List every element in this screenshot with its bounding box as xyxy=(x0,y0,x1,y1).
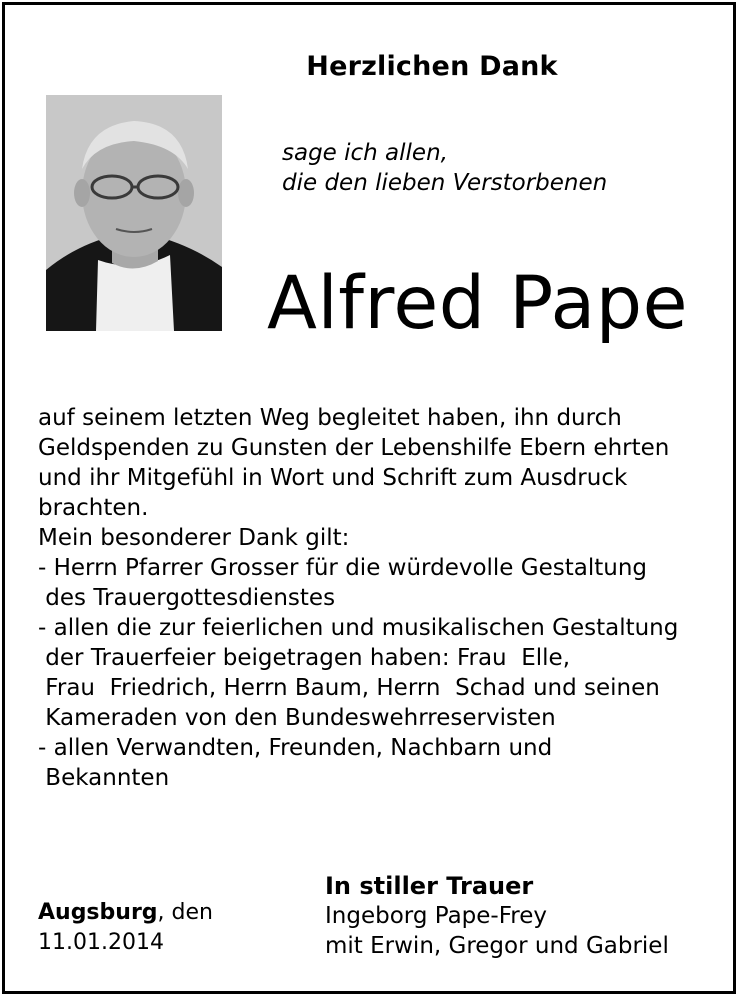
family-line: mit Erwin, Gregor und Gabriel xyxy=(325,933,669,959)
body-line: Geldspenden zu Gunsten der Lebenshilfe Ebern ehrten xyxy=(38,435,670,461)
mourning-lead: In stiller Trauer xyxy=(325,872,534,900)
body-line: - allen die zur feierlichen und musikalischen Gestaltung xyxy=(38,615,679,641)
heading: Herzlichen Dank xyxy=(306,51,558,82)
body-line: des Trauergottesdienstes xyxy=(38,585,336,611)
body-line: auf seinem letzten Weg begleitet haben, ihn durch xyxy=(38,405,622,431)
body-line: Kameraden von den Bundeswehrreservisten xyxy=(38,705,556,731)
portrait-photo xyxy=(46,95,222,331)
body-line: - Herrn Pfarrer Grosser für die würdevolle Gestaltung xyxy=(38,555,647,581)
body-line: Mein besonderer Dank gilt: xyxy=(38,525,350,551)
deceased-name: Alfred Pape xyxy=(267,261,689,346)
family-signature xyxy=(325,871,669,961)
place-date-value: 11.01.2014 xyxy=(38,930,164,955)
body-line: - allen Verwandten, Freunden, Nachbarn und xyxy=(38,735,553,761)
obituary-card xyxy=(2,2,736,994)
intro-text xyxy=(282,138,607,198)
body-line: brachten. xyxy=(38,495,149,521)
body-line: und ihr Mitgefühl in Wort und Schrift zum Ausdruck xyxy=(38,465,628,491)
thanks-body xyxy=(38,403,718,793)
body-line: Bekannten xyxy=(38,765,170,791)
intro-line: sage ich allen, xyxy=(282,140,448,166)
place-date xyxy=(38,898,213,958)
body-line: Frau Friedrich, Herrn Baum, Herrn Schad und seinen xyxy=(38,675,660,701)
body-line: der Trauerfeier beigetragen haben: Frau Elle, xyxy=(38,645,571,671)
portrait-illustration xyxy=(46,95,222,331)
place-city: Augsburg xyxy=(38,900,158,925)
place-suffix: , den xyxy=(157,900,213,925)
intro-line: die den lieben Verstorbenen xyxy=(282,170,608,196)
family-line: Ingeborg Pape-Frey xyxy=(325,903,547,929)
